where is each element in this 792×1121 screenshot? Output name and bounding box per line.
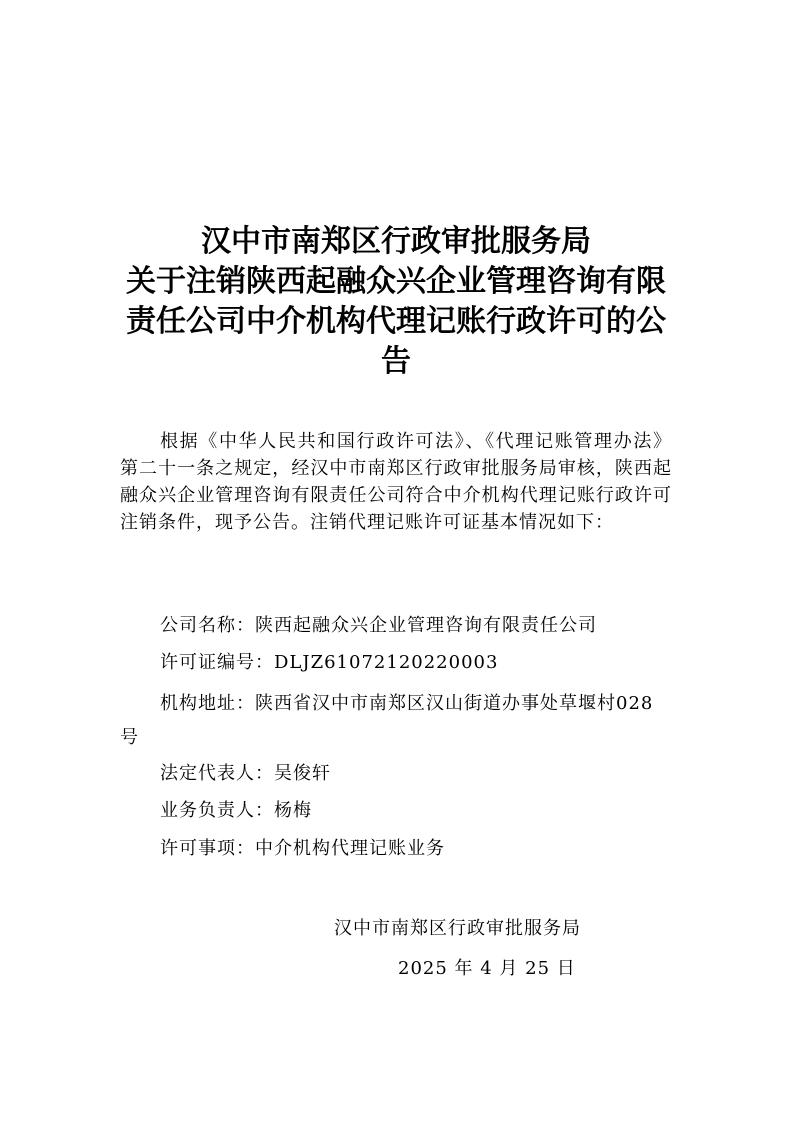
business-manager-row: [120, 797, 680, 825]
company-name-row: [120, 612, 680, 640]
license-number-label: 许可证编号：: [160, 652, 274, 673]
business-manager-label: 业务负责人：: [160, 800, 274, 821]
license-scope-row: [120, 835, 680, 863]
business-manager-value: 杨梅: [274, 800, 312, 821]
license-scope-label: 许可事项：: [160, 838, 255, 859]
title-line-1: 汉中市南郑区行政审批服务局: [201, 224, 591, 259]
company-name-value: 陕西起融众兴企业管理咨询有限责任公司: [255, 615, 597, 636]
license-scope-value: 中介机构代理记账业务: [255, 838, 445, 859]
legal-representative-value: 吴俊轩: [274, 763, 331, 784]
intro-paragraph: 根据《中华人民共和国行政许可法》、《代理记账管理办法》第二十一条之规定，经汉中市南郑区行政审批服务局审核，陕西起融众兴企业管理咨询有限责任公司符合中介机构代理记账行政许可注销条件，现予公告。注销代理记账许可证基本情况如下：: [120, 431, 672, 533]
notice-title: [120, 222, 672, 382]
license-number-row: [120, 649, 680, 677]
issuer-signature: 汉中市南郑区行政审批服务局: [334, 918, 581, 939]
legal-representative-row: [120, 760, 680, 788]
legal-representative-label: 法定代表人：: [160, 763, 274, 784]
license-number-value: DLJZ61072120220003: [274, 652, 499, 673]
title-line-2: 关于注销陕西起融众兴企业管理咨询有限: [126, 264, 666, 299]
address-value: 陕西省汉中市南郑区汉山街道办事处草堰村028号: [120, 693, 654, 748]
company-name-label: 公司名称：: [160, 615, 255, 636]
title-line-3: 责任公司中介机构代理记账行政许可的公: [126, 304, 666, 339]
address-label: 机构地址：: [160, 693, 255, 714]
issue-date: 2025 年 4 月 25 日: [398, 958, 576, 979]
address-row: [120, 687, 672, 755]
title-line-4: 告: [381, 344, 411, 379]
